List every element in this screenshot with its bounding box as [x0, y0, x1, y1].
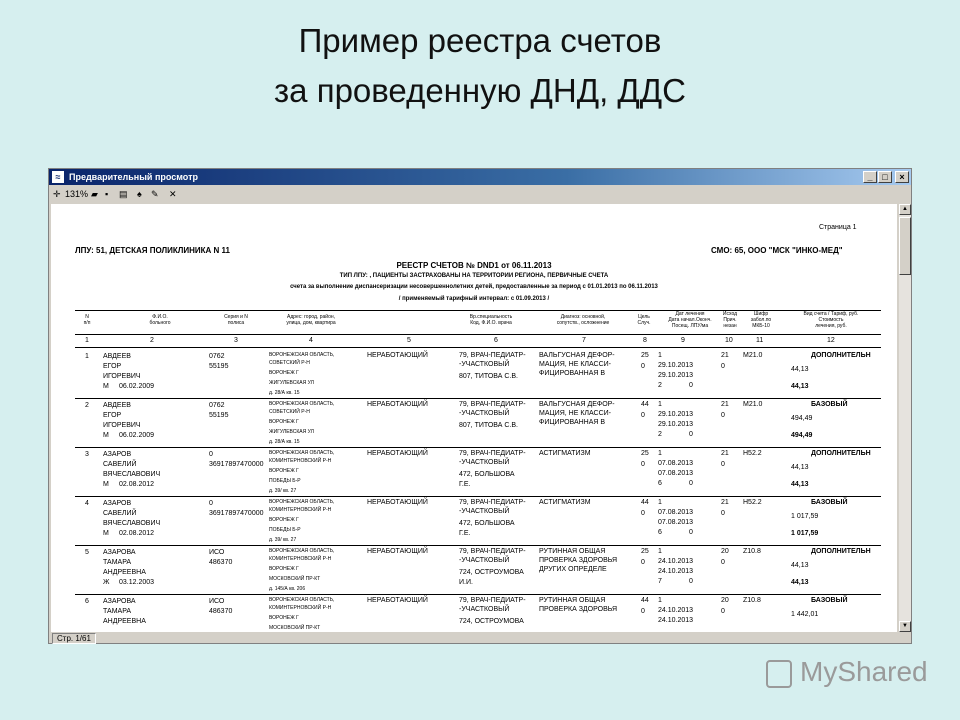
- print-icon[interactable]: ▤: [119, 189, 128, 199]
- cell-ish2: 0: [721, 461, 725, 468]
- cell-dob: 02.08.2012: [119, 530, 155, 537]
- page-status: Стр. 1/61: [52, 633, 96, 644]
- cell-d1: 1: [658, 401, 662, 408]
- table-row: [75, 545, 881, 595]
- cell-cel2: 0: [641, 412, 645, 419]
- cell-cost: 44,13: [791, 579, 809, 586]
- cell-sex: М: [103, 530, 109, 537]
- slide-title-line1: Пример реестра счетов: [298, 22, 662, 59]
- cell-polis2: 36917897470000: [209, 510, 264, 517]
- col-num-1: 1: [85, 337, 89, 344]
- table-row: [75, 594, 881, 632]
- cell-cel2: 0: [641, 608, 645, 615]
- cell-dob: 06.02.2009: [119, 383, 155, 390]
- cell-d5: 0: [689, 578, 693, 585]
- close-preview-icon[interactable]: ✕: [169, 189, 177, 199]
- hdr-addr: Адрес: город, район, улица, дом, квартира: [286, 314, 336, 326]
- report-period-line: счета за выполнение диспансеризации несовершеннолетних детей, предоставленные за период с 01.01.2013 по 06.11.2013: [290, 284, 658, 290]
- cell-cel2: 0: [641, 510, 645, 517]
- cell-tariff: 1 017,59: [791, 513, 819, 520]
- cell-n: 1: [85, 353, 89, 360]
- cell-diag3: ДРУГИХ ОПРЕДЕЛЕ: [539, 566, 607, 573]
- cell-fio1: АВДЕЕВ: [103, 402, 131, 409]
- table-row: [75, 496, 881, 546]
- cell-status: НЕРАБОТАЮЩИЙ: [367, 597, 428, 604]
- cell-diag1: АСТИГМАТИЗМ: [539, 450, 591, 457]
- cell-addr3: ВОРОНЕЖ Г: [269, 419, 299, 425]
- hdr-n: N п/п: [83, 314, 91, 326]
- cell-d2: 29.10.2013: [658, 411, 694, 418]
- cell-addr5: д. 28/А кв. 15: [269, 439, 300, 445]
- report-type-line: ТИП ЛПУ: , ПАЦИЕНТЫ ЗАСТРАХОВАНЫ НА ТЕРРИТОРИИ РЕГИОНА, ПЕРВИЧНЫЕ СЧЕТА: [339, 273, 609, 279]
- cell-polis1: ИСО: [209, 549, 225, 556]
- hdr-vid: Вид счета / Тариф, руб. Стоимость лечения, руб.: [803, 311, 859, 329]
- cell-ish1: 21: [721, 352, 729, 359]
- table-row: [75, 349, 881, 399]
- cell-n: 6: [85, 598, 89, 605]
- cell-fio2: ЕГОР: [103, 363, 122, 370]
- cell-addr1: ВОРОНЕЖСКАЯ ОБЛАСТЬ,: [269, 597, 335, 603]
- zoom-arrow-icon[interactable]: ✛: [53, 189, 61, 199]
- scroll-up-icon[interactable]: ▲: [899, 204, 911, 215]
- cell-n: 5: [85, 549, 89, 556]
- cell-spec1: 79, ВРАЧ-ПЕДИАТР-: [459, 401, 526, 408]
- hdr-dates: Дат лечения Дата начал.Оконч. Посещ. ЛПУ/ма: [668, 311, 712, 329]
- col-num-4: 4: [309, 337, 313, 344]
- cell-d3: 29.10.2013: [658, 372, 694, 379]
- toolbar: [49, 186, 911, 203]
- header-rule: [75, 334, 881, 335]
- page-label: Страница 1: [819, 224, 857, 231]
- cell-fio1: АЗАРОВ: [103, 451, 132, 458]
- cell-spec2: -УЧАСТКОВЫЙ: [459, 557, 510, 564]
- cell-d5: 0: [689, 480, 693, 487]
- cell-fio3: АНДРЕЕВНА: [103, 618, 146, 625]
- cell-addr1: ВОРОНЕЖСКАЯ ОБЛАСТЬ,: [269, 450, 335, 456]
- cell-ish1: 21: [721, 401, 729, 408]
- colnum-rule: [75, 347, 881, 348]
- cell-spec2: -УЧАСТКОВЫЙ: [459, 361, 510, 368]
- cell-n: 4: [85, 500, 89, 507]
- cell-d4: 2: [658, 382, 662, 389]
- cell-mkb: M21.0: [743, 352, 763, 359]
- cell-cel1: 25: [641, 352, 649, 359]
- cell-addr1: ВОРОНЕЖСКАЯ ОБЛАСТЬ,: [269, 401, 335, 407]
- preview-area[interactable]: [51, 204, 897, 632]
- save-icon[interactable]: ▪: [105, 189, 109, 199]
- cell-cost: 44,13: [791, 481, 809, 488]
- cell-d4: 6: [658, 529, 662, 536]
- cell-cost: 44,13: [791, 383, 809, 390]
- cell-spec3: 724, ОСТРОУМОВА: [459, 618, 524, 625]
- cell-ish2: 0: [721, 510, 725, 517]
- cell-addr1: ВОРОНЕЖСКАЯ ОБЛАСТЬ,: [269, 548, 335, 554]
- cell-spec3: 807, ТИТОВА С.В.: [459, 373, 518, 380]
- cell-addr4: ЖИГУЛЕВСКАЯ УЛ: [269, 429, 314, 435]
- cell-diag2: МАЦИЯ, НЕ КЛАССИ-: [539, 361, 611, 368]
- cell-diag1: ВАЛЬГУСНАЯ ДЕФОР-: [539, 352, 615, 359]
- cell-spec1: 79, ВРАЧ-ПЕДИАТР-: [459, 450, 526, 457]
- cell-mkb: H52.2: [743, 499, 762, 506]
- cell-dob: 03.12.2003: [119, 579, 155, 586]
- slide-title-line2: за проведенную ДНД, ДДС: [274, 72, 686, 109]
- cell-cel1: 44: [641, 597, 649, 604]
- cell-fio2: ТАМАРА: [103, 559, 132, 566]
- cell-d3: 24.10.2013: [658, 568, 694, 575]
- window-titlebar[interactable]: [49, 169, 911, 185]
- col-num-9: 9: [681, 337, 685, 344]
- cell-tariff: 44,13: [791, 562, 809, 569]
- cell-tariff: 44,13: [791, 464, 809, 471]
- cell-ish2: 0: [721, 363, 725, 370]
- cell-cel2: 0: [641, 461, 645, 468]
- cell-addr2: СОВЕТСКИЙ Р-Н: [269, 409, 310, 415]
- cell-spec1: 79, ВРАЧ-ПЕДИАТР-: [459, 499, 526, 506]
- cell-ish1: 21: [721, 499, 729, 506]
- cell-vid: ДОПОЛНИТЕЛЬН: [811, 352, 871, 359]
- cell-status: НЕРАБОТАЮЩИЙ: [367, 499, 428, 506]
- cell-diag3: ФИЦИРОВАННАЯ В: [539, 370, 606, 377]
- cell-cel2: 0: [641, 363, 645, 370]
- cell-polis2: 55195: [209, 363, 229, 370]
- report-tariff-line: / применяемый тарифный интервал: с 01.09.2013 /: [398, 296, 550, 302]
- cell-sex: Ж: [103, 579, 110, 586]
- close-button[interactable]: ×: [895, 171, 909, 183]
- scroll-down-icon[interactable]: ▼: [899, 621, 911, 632]
- cell-d1: 1: [658, 548, 662, 555]
- cell-diag2: МАЦИЯ, НЕ КЛАССИ-: [539, 410, 611, 417]
- cell-spec2: -УЧАСТКОВЫЙ: [459, 459, 510, 466]
- col-num-12: 12: [827, 337, 835, 344]
- cell-spec3: 472, БОЛЬШОВА: [459, 471, 515, 478]
- cell-sex: М: [103, 432, 109, 439]
- lpu-label: ЛПУ: 51, ДЕТСКАЯ ПОЛИКЛИНИКА N 11: [75, 246, 230, 255]
- table-row: [75, 447, 881, 497]
- cell-d3: 07.08.2013: [658, 519, 694, 526]
- cell-d1: 1: [658, 499, 662, 506]
- hdr-spec: Вр.специальность Код, Ф.И.О. врача: [469, 314, 513, 326]
- cell-spec1: 79, ВРАЧ-ПЕДИАТР-: [459, 548, 526, 555]
- cell-addr3: ВОРОНЕЖ Г: [269, 468, 299, 474]
- cell-fio2: САВЕЛИЙ: [103, 461, 137, 468]
- cell-ish2: 0: [721, 608, 725, 615]
- cell-polis2: 36917897470000: [209, 461, 264, 468]
- cell-fio1: АЗАРОВА: [103, 598, 136, 605]
- cell-n: 2: [85, 402, 89, 409]
- cell-status: НЕРАБОТАЮЩИЙ: [367, 548, 428, 555]
- cell-status: НЕРАБОТАЮЩИЙ: [367, 401, 428, 408]
- scroll-thumb[interactable]: [899, 217, 911, 275]
- cell-spec1: 79, ВРАЧ-ПЕДИАТР-: [459, 352, 526, 359]
- cell-spec3: 472, БОЛЬШОВА: [459, 520, 515, 527]
- cell-cost: 1 017,59: [791, 530, 819, 537]
- cell-vid: ДОПОЛНИТЕЛЬН: [811, 548, 871, 555]
- cell-n: 3: [85, 451, 89, 458]
- cell-vid: ДОПОЛНИТЕЛЬН: [811, 450, 871, 457]
- cell-vid: БАЗОВЫЙ: [811, 401, 848, 408]
- cell-polis1: 0762: [209, 353, 225, 360]
- zoom-level[interactable]: 131%: [65, 189, 89, 199]
- cell-mkb: M21.0: [743, 401, 763, 408]
- cell-addr2: КОМИНТЕРНОВСКИЙ Р-Н: [269, 507, 332, 513]
- cell-polis2: 486370: [209, 608, 233, 615]
- cell-ish2: 0: [721, 559, 725, 566]
- app-icon: ≈: [52, 171, 64, 183]
- report-page: [51, 204, 897, 632]
- cell-d3: 07.08.2013: [658, 470, 694, 477]
- cell-mkb: H52.2: [743, 450, 762, 457]
- cell-fio3: ВЯЧЕСЛАВОВИЧ: [103, 520, 161, 527]
- cell-tariff: 1 442,01: [791, 611, 819, 618]
- cell-addr1: ВОРОНЕЖСКАЯ ОБЛАСТЬ,: [269, 499, 335, 505]
- col-num-6: 6: [494, 337, 498, 344]
- hdr-ishod: Исход Прич. незан: [722, 311, 738, 329]
- cell-fio1: АЗАРОВ: [103, 500, 132, 507]
- cell-addr3: ВОРОНЕЖ Г: [269, 517, 299, 523]
- cell-ish1: 21: [721, 450, 729, 457]
- cell-status: НЕРАБОТАЮЩИЙ: [367, 352, 428, 359]
- cell-d2: 24.10.2013: [658, 558, 694, 565]
- cell-cel2: 0: [641, 559, 645, 566]
- cell-addr5: д. 39/ кв. 27: [269, 537, 297, 543]
- open-icon[interactable]: ▰: [91, 189, 98, 199]
- cell-mkb: Z10.8: [743, 597, 761, 604]
- col-num-3: 3: [234, 337, 238, 344]
- cell-polis2: 486370: [209, 559, 233, 566]
- cell-ish2: 0: [721, 412, 725, 419]
- hdr-diag: Диагноз: основной, сопутств., осложнение: [556, 314, 610, 326]
- report-title: РЕЕСТР СЧЕТОВ № DND1 от 06.11.2013: [396, 261, 552, 270]
- cell-fio3: ИГОРЕВИЧ: [103, 422, 141, 429]
- cell-addr2: СОВЕТСКИЙ Р-Н: [269, 360, 310, 366]
- cell-spec4: Г.Е.: [459, 481, 471, 488]
- cell-fio2: ЕГОР: [103, 412, 122, 419]
- cell-addr4: ЖИГУЛЕВСКАЯ УЛ: [269, 380, 314, 386]
- vertical-scrollbar[interactable]: [899, 204, 911, 632]
- cell-polis1: 0: [209, 451, 213, 458]
- cell-addr2: КОМИНТЕРНОВСКИЙ Р-Н: [269, 605, 332, 611]
- cell-d2: 07.08.2013: [658, 509, 694, 516]
- cell-diag3: ФИЦИРОВАННАЯ В: [539, 419, 606, 426]
- cell-cel1: 44: [641, 499, 649, 506]
- find-next-icon[interactable]: ✎: [151, 189, 159, 199]
- cell-addr2: КОМИНТЕРНОВСКИЙ Р-Н: [269, 458, 332, 464]
- cell-fio1: АВДЕЕВ: [103, 353, 131, 360]
- watermark-text: MyShared: [800, 656, 928, 687]
- cell-addr4: МОСКОВСКИЙ ПР-КТ: [269, 625, 321, 631]
- col-num-11: 11: [756, 337, 764, 344]
- col-num-8: 8: [643, 337, 647, 344]
- cell-fio1: АЗАРОВА: [103, 549, 136, 556]
- cell-fio2: ТАМАРА: [103, 608, 132, 615]
- cell-addr5: д. 145/А кв. 206: [269, 586, 306, 592]
- hdr-polis: Серия и N полиса: [224, 314, 248, 326]
- cell-sex: М: [103, 481, 109, 488]
- cell-status: НЕРАБОТАЮЩИЙ: [367, 450, 428, 457]
- cell-addr3: ВОРОНЕЖ Г: [269, 615, 299, 621]
- cell-polis2: 55195: [209, 412, 229, 419]
- cell-fio2: САВЕЛИЙ: [103, 510, 137, 517]
- cell-mkb: Z10.8: [743, 548, 761, 555]
- cell-d1: 1: [658, 352, 662, 359]
- cell-spec3: 807, ТИТОВА С.В.: [459, 422, 518, 429]
- cell-dob: 06.02.2009: [119, 432, 155, 439]
- cell-d2: 24.10.2013: [658, 607, 694, 614]
- cell-cel1: 44: [641, 401, 649, 408]
- smo-label: СМО: 65, ООО "МСК "ИНКО-МЕД": [711, 246, 843, 255]
- cell-d2: 29.10.2013: [658, 362, 694, 369]
- preview-window: [48, 168, 912, 644]
- cell-spec2: -УЧАСТКОВЫЙ: [459, 410, 510, 417]
- cell-spec1: 79, ВРАЧ-ПЕДИАТР-: [459, 597, 526, 604]
- cell-polis1: 0762: [209, 402, 225, 409]
- cell-fio3: ИГОРЕВИЧ: [103, 373, 141, 380]
- cell-spec4: Г.Е.: [459, 530, 471, 537]
- cell-diag1: РУТИННАЯ ОБЩАЯ: [539, 597, 606, 604]
- cell-d1: 1: [658, 450, 662, 457]
- presentation-icon: [766, 660, 792, 688]
- cell-spec2: -УЧАСТКОВЫЙ: [459, 508, 510, 515]
- cell-cel1: 25: [641, 548, 649, 555]
- cell-spec3: 724, ОСТРОУМОВА: [459, 569, 524, 576]
- col-num-5: 5: [407, 337, 411, 344]
- find-icon[interactable]: ♠: [137, 189, 142, 199]
- cell-d5: 0: [689, 431, 693, 438]
- cell-d2: 07.08.2013: [658, 460, 694, 467]
- cell-addr4: ПОБЕДЫ Б-Р: [269, 478, 301, 484]
- col-num-10: 10: [725, 337, 733, 344]
- cell-d4: 7: [658, 578, 662, 585]
- cell-addr1: ВОРОНЕЖСКАЯ ОБЛАСТЬ,: [269, 352, 335, 358]
- cell-diag1: ВАЛЬГУСНАЯ ДЕФОР-: [539, 401, 615, 408]
- cell-d3: 29.10.2013: [658, 421, 694, 428]
- hdr-cel: Цель Случ.: [637, 314, 651, 326]
- cell-addr3: ВОРОНЕЖ Г: [269, 370, 299, 376]
- cell-polis1: ИСО: [209, 598, 225, 605]
- cell-diag1: АСТИГМАТИЗМ: [539, 499, 591, 506]
- cell-diag1: РУТИННАЯ ОБЩАЯ: [539, 548, 606, 555]
- cell-addr4: ПОБЕДЫ Б-Р: [269, 527, 301, 533]
- cell-addr3: ВОРОНЕЖ Г: [269, 566, 299, 572]
- cell-d5: 0: [689, 382, 693, 389]
- cell-addr5: д. 28/А кв. 15: [269, 390, 300, 396]
- cell-cel1: 25: [641, 450, 649, 457]
- hdr-mkb: Шифр забол.по МКБ-10: [750, 311, 772, 329]
- maximize-button[interactable]: □: [878, 171, 892, 183]
- cell-vid: БАЗОВЫЙ: [811, 499, 848, 506]
- window-title: Предварительный просмотр: [69, 172, 198, 182]
- col-num-2: 2: [150, 337, 154, 344]
- cell-ish1: 20: [721, 548, 729, 555]
- cell-cost: 494,49: [791, 432, 813, 439]
- cell-spec4: И.И.: [459, 579, 473, 586]
- cell-d3: 24.10.2013: [658, 617, 694, 624]
- cell-fio3: ВЯЧЕСЛАВОВИЧ: [103, 471, 161, 478]
- cell-polis1: 0: [209, 500, 213, 507]
- cell-sex: М: [103, 383, 109, 390]
- table-row: [75, 398, 881, 448]
- cell-vid: БАЗОВЫЙ: [811, 597, 848, 604]
- cell-d4: 2: [658, 431, 662, 438]
- hdr-fio: Ф.И.О. больного: [149, 314, 171, 326]
- cell-d4: 6: [658, 480, 662, 487]
- minimize-button[interactable]: _: [863, 171, 877, 183]
- cell-d5: 0: [689, 529, 693, 536]
- status-bar: [49, 633, 911, 644]
- cell-d1: 1: [658, 597, 662, 604]
- cell-diag2: ПРОВЕРКА ЗДОРОВЬЯ: [539, 606, 618, 613]
- cell-tariff: 44,13: [791, 366, 809, 373]
- cell-addr4: МОСКОВСКИЙ ПР-КТ: [269, 576, 321, 582]
- cell-fio3: АНДРЕЕВНА: [103, 569, 146, 576]
- cell-addr5: д. 39/ кв. 27: [269, 488, 297, 494]
- cell-ish1: 20: [721, 597, 729, 604]
- cell-dob: 02.08.2012: [119, 481, 155, 488]
- col-num-7: 7: [582, 337, 586, 344]
- cell-spec2: -УЧАСТКОВЫЙ: [459, 606, 510, 613]
- cell-diag2: ПРОВЕРКА ЗДОРОВЬЯ: [539, 557, 618, 564]
- cell-addr2: КОМИНТЕРНОВСКИЙ Р-Н: [269, 556, 332, 562]
- cell-tariff: 494,49: [791, 415, 813, 422]
